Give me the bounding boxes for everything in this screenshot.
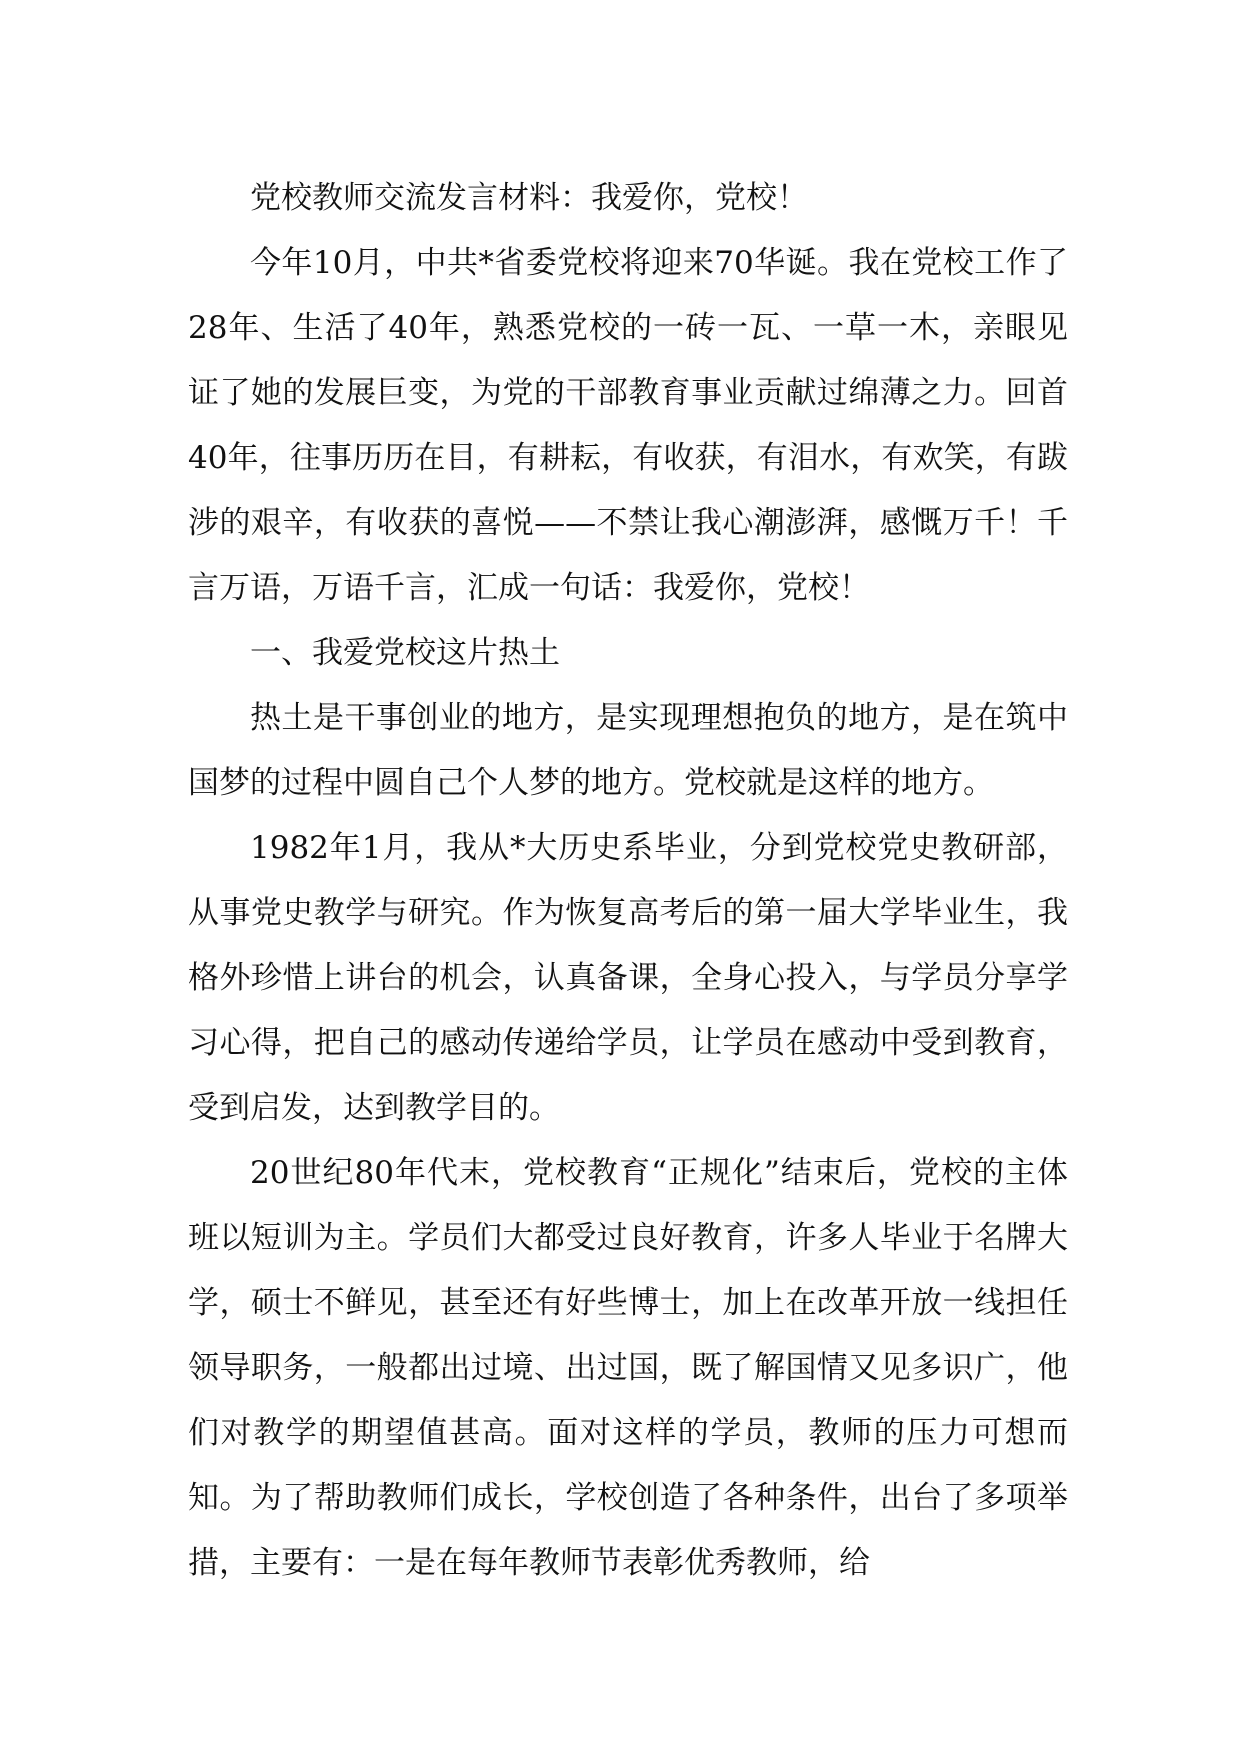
- paragraph-1980s: 20世纪80年代末，党校教育“正规化”结束后，党校的主体班以短训为主。学员们大都受过良好教育，许多人毕业于名牌大学，硕士不鲜见，甚至还有好些博士，加上在改革开放一线担任领导职务，一般都出过境、出过国，既了解国情又见多识广，他们对教学的期望值甚高。面对这样的学员，教师的压力可想而知。为了帮助教师们成长，学校创造了各种条件，出台了多项举措，主要有：一是在每年教师节表彰优秀教师，给: [188, 1155, 1068, 1581]
- document-title: 党校教师交流发言材料：我爱你，党校！: [250, 180, 808, 216]
- paragraph-intro: 今年10月，中共*省委党校将迎来70华诞。我在党校工作了28年、生活了40年，熟悉党校的一砖一瓦、一草一木，亲眼见证了她的发展巨变，为党的干部教育事业贡献过绵薄之力。回首40年，往事历历在目，有耕耘，有收获，有泪水，有欢笑，有跋涉的艰辛，有收获的喜悦——不禁让我心潮澎湃，感慨万千！千言万语，万语千言，汇成一句话：我爱你，党校！: [188, 245, 1068, 606]
- paragraph-1982: 1982年1月，我从*大历史系毕业，分到党校党史教研部，从事党史教学与研究。作为恢复高考后的第一届大学毕业生，我格外珍惜上讲台的机会，认真备课，全身心投入，与学员分享学习心得，把自己的感动传递给学员，让学员在感动中受到教育，受到启发，达到教学目的。: [188, 830, 1068, 1126]
- section-heading-1: 一、我爱党校这片热土: [250, 635, 560, 671]
- document-body: [188, 166, 1068, 1596]
- paragraph-hot-land: 热土是干事创业的地方，是实现理想抱负的地方，是在筑中国梦的过程中圆自己个人梦的地方。党校就是这样的地方。: [188, 700, 1068, 801]
